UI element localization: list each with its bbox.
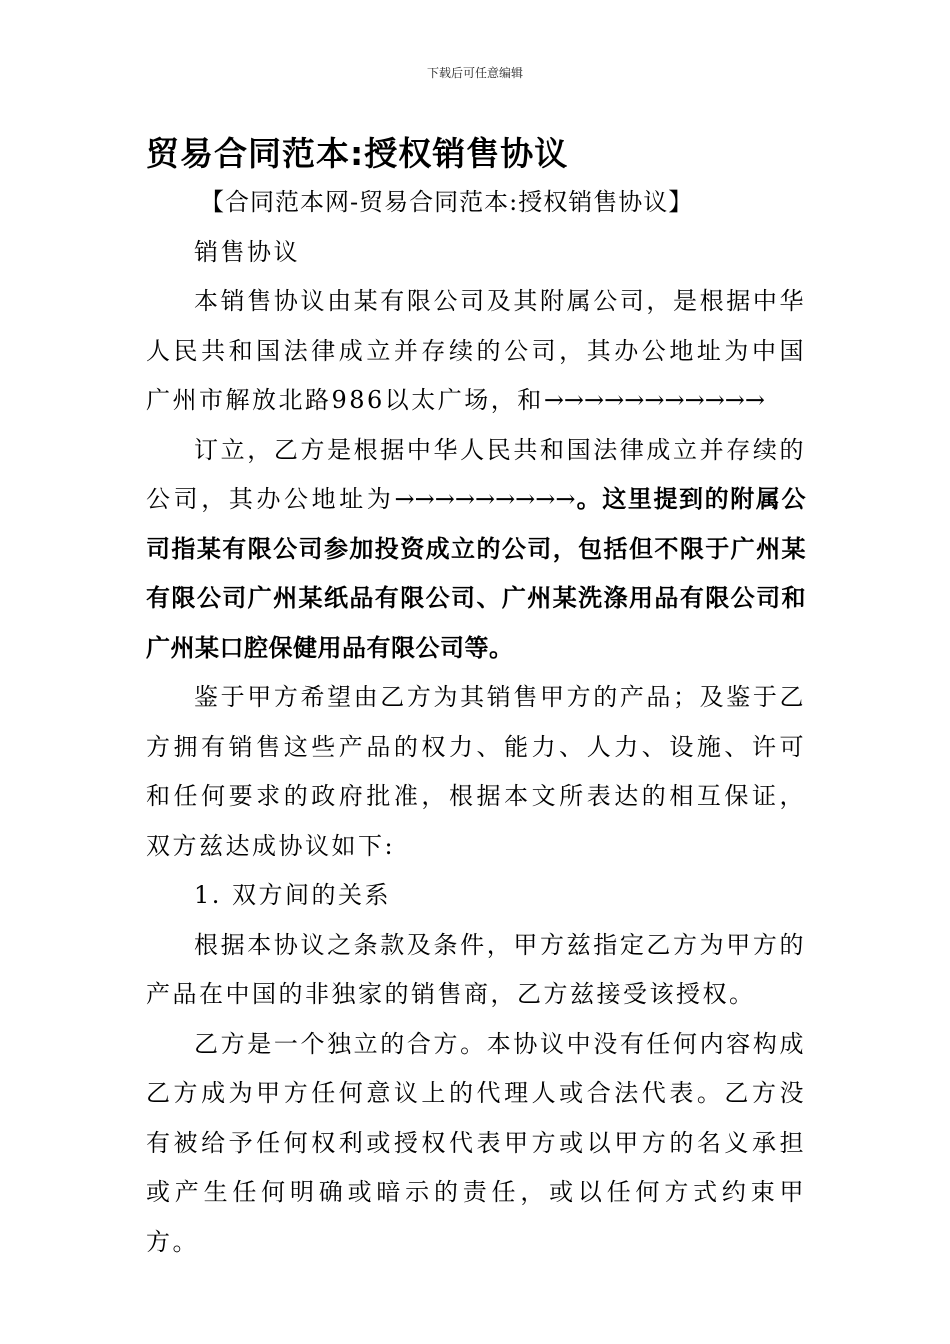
section-1-heading: 1. 双方间的关系: [194, 881, 392, 909]
paragraph-party-b-address: [146, 426, 806, 674]
document-body: [146, 178, 806, 1267]
source-note: 【合同范本网-贸易合同范本:授权销售协议】: [200, 188, 694, 216]
paragraph-parties-text: 本销售协议由某有限公司及其附属公司，是根据中华人民共和国法律成立并存续的公司，其办公地址为中国广州市解放北路986以太广场，和: [146, 287, 806, 414]
paragraph-appointment: 根据本协议之条款及条件，甲方兹指定乙方为甲方的产品在中国的非独家的销售商，乙方兹接受该授权。: [146, 930, 806, 1008]
agreement-subtitle: 销售协议: [194, 237, 300, 266]
blank-fill-address: →→→→→→→→→: [394, 485, 576, 513]
paragraph-party-b-text: 订立，乙方是根据中华人民共和国法律成立并存续的公司，其办公地址为: [146, 435, 806, 513]
paragraph-whereas: 鉴于甲方希望由乙方为其销售甲方的产品；及鉴于乙方拥有销售这些产品的权力、能力、人力、设施、许可和任何要求的政府批准，根据本文所表达的相互保证，双方兹达成协议如下:: [146, 683, 806, 860]
paragraph-parties: [146, 277, 806, 426]
document-title: 贸易合同范本:授权销售协议: [146, 134, 569, 173]
paragraph-independent-party: 乙方是一个独立的合方。本协议中没有任何内容构成乙方成为甲方任何意议上的代理人或合法代表。乙方没有被给予任何权利或授权代表甲方或以甲方的名义承担或产生任何明确或暗示的责任，或以任何方式约束甲方。: [146, 1029, 806, 1256]
page-header-note: 下载后可任意编辑: [426, 66, 523, 80]
blank-fill-party-b: →→→→→→→→→→→: [543, 386, 766, 414]
affiliate-definition-text: 。这里提到的附属公司指某有限公司参加投资成立的公司，包括但不限于广州某有限公司广州某纸品有限公司、广州某洗涤用品有限公司和广州某口腔保健用品有限公司等。: [146, 485, 807, 662]
